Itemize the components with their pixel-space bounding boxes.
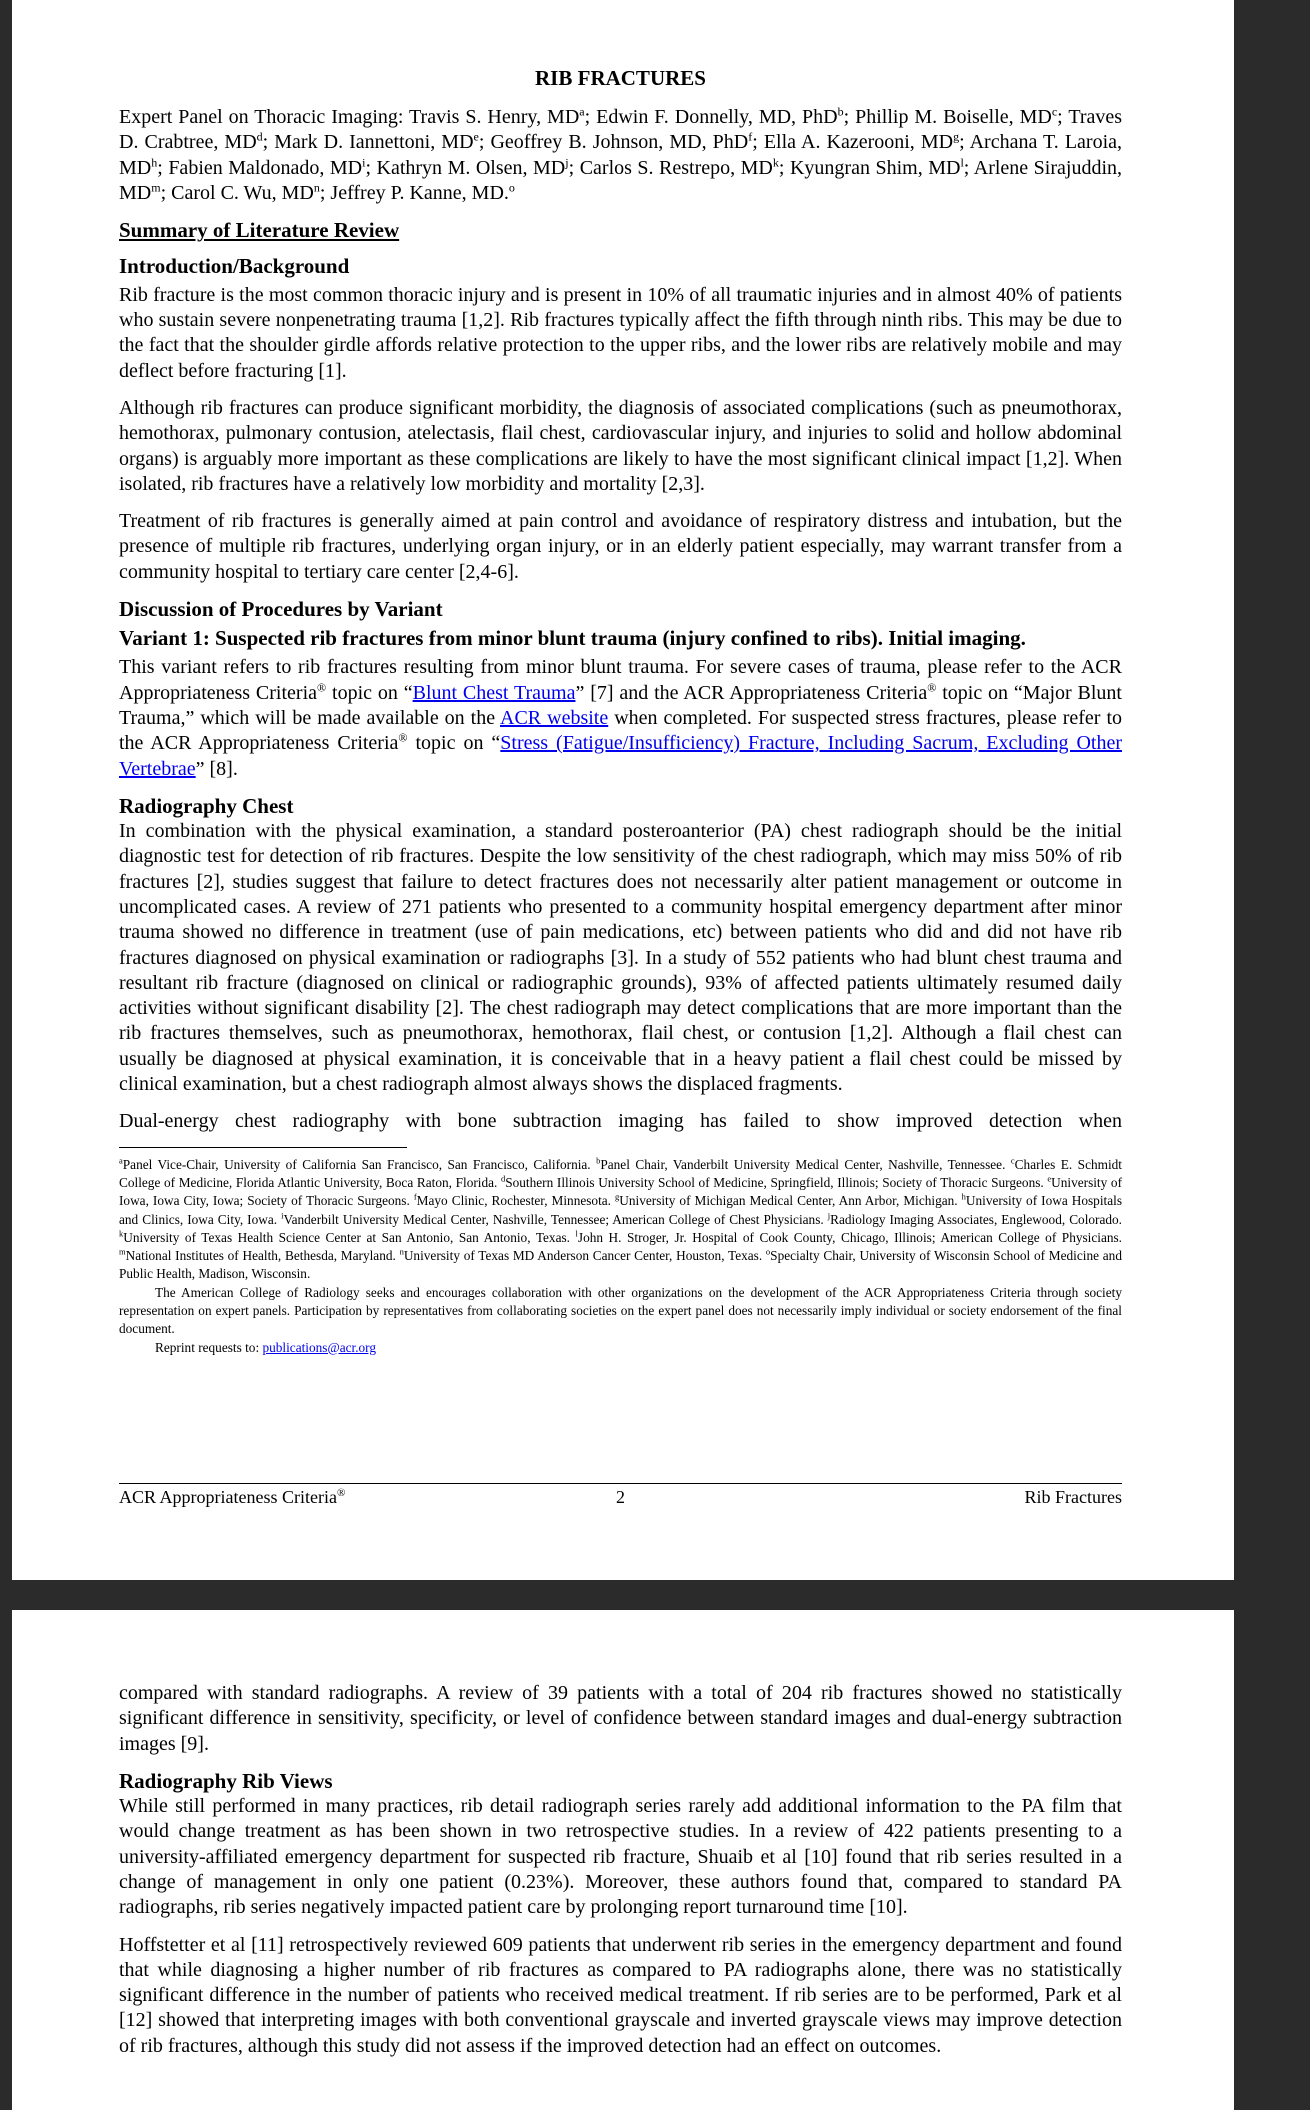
page-footer [119, 1483, 1122, 1508]
page2-paragraph-1: compared with standard radiographs. A review of 39 patients with a total of 204 rib fractures showed no statistically significant difference in sensitivity, specificity, or level of confidence between standard images and dual-energy subtraction images [9]. [119, 1682, 1122, 1755]
author-entry: Geoffrey B. Johnson, MD, PhD$^f$; [490, 129, 764, 154]
author-entry: Carol C. Wu, $MD^n$; [171, 180, 331, 205]
author-entry: Phillip M. Boiselle, $MD^c$; [855, 104, 1069, 129]
intro-paragraph-1: Rib fracture is the most common thoracic injury and is present in 10% of all traumatic injuries and in almost 40% of patients who sustain severe nonpenetrating trauma [1,2]. Rib fractures typically affect the fifth through ninth ribs. This may be due to the fact that the shoulder girdle affords relative protection to the upper ribs, and the lower ribs are relatively mobile and may deflect before fracturing [1]. [119, 283, 1122, 382]
document-title: RIB FRACTURES [535, 66, 706, 90]
page2-paragraph-3: Hoffstetter et al [11] retrospectively reviewed 609 patients that underwent rib series in the emergency department and found that while diagnosing a higher number of rib fractures as compared to PA radiographs alone, there was no statistically significant difference in the number of patients who received medical treatment. If rib series are to be performed, Park et al [12] showed that interpreting images with both conventional grayscale and inverted grayscale views may improve detection of rib fractures, although this study did not assess if the improved detection had an effect on outcomes. [119, 1933, 1122, 2057]
document-page-2 [12, 1610, 1234, 2110]
intro-paragraph-2: Although rib fractures can produce significant morbidity, the diagnosis of associated complications (such as pneumothorax, hemothorax, pulmonary contusion, atelectasis, flail chest, cardiovascular injury, and injuries to solid and hollow abdominal organs) is arguably more important as these complications are likely to have the most significant clinical impact [1,2]. When isolated, rib fractures have a relatively low morbidity and mortality [2,3]. [119, 396, 1122, 495]
page-number: 2 [616, 1487, 625, 1507]
reprint-request: Reprint requests to: publications@acr.org [155, 1339, 377, 1355]
discussion-heading: Discussion of Procedures by Variant [119, 597, 443, 622]
author-entry: Traves D. Crabtree, $MD^d$; [119, 106, 1123, 154]
author-entry: Edwin F. Donnelly, MD, PhD$^b$; [596, 104, 856, 129]
acr-website-link[interactable]: ACR website [500, 706, 609, 729]
document-page-1 [12, 0, 1234, 1580]
intro-paragraph-3: Treatment of rib fractures is generally aimed at pain control and avoidance of respiratory distress and intubation, but the presence of multiple rib fractures, underlying organ injury, or in an elderly patient especially, may warrant transfer from a community hospital to tertiary care center [2,4-6]. [119, 510, 1122, 583]
footer-right: Rib Fractures [1024, 1487, 1122, 1507]
stress-fracture-link[interactable]: Stress (Fatigue/Insufficiency) Fracture, Including Sacrum, Excluding Other Vertebrae [119, 732, 1122, 780]
author-entry: Kyungran Shim, $MD^l$; [789, 155, 974, 179]
summary-heading: Summary of Literature Review [119, 218, 400, 243]
intro-heading: Introduction/Background [119, 253, 350, 278]
footnote-divider [119, 1147, 407, 1148]
author-entry: Kathryn M. Olsen, $MD^j$; [376, 155, 580, 179]
author-entry: Carlos S. Restrepo, $MD^k$; [579, 155, 790, 179]
radiography-rib-views-heading: Radiography Rib Views [119, 1768, 333, 1793]
author-entry: Archana T. Laroia, $MD^h$; [119, 131, 1123, 179]
author-entry: Mark D. Iannettoni, MDe; [274, 129, 491, 154]
variant-1-heading: Variant 1: Suspected rib fractures from minor blunt trauma (injury confined to ribs). Initial imaging. [119, 626, 1026, 651]
author-entry: Fabien Maldonado, $MD^i$; [168, 155, 377, 179]
variant-1-paragraph: This variant refers to rib fractures resulting from minor blunt trauma. For severe cases of trauma, please refer to the ACR Appropriateness Criteria® topic on “Blunt Chest Trauma” [7] and the ACR Appropriateness Criteria® topic on “Major Blunt Trauma,” which will be made available on the ACR website when completed. For suspected stress fractures, please refer to the ACR Appropriateness Criteria® topic on “Stress (Fatigue/Insufficiency) Fracture, Including Sacrum, Excluding Other Vertebrae” [8]. [119, 656, 1123, 780]
radiography-chest-paragraph-1: In combination with the physical examination, a standard posteroanterior (PA) chest radiograph should be the initial diagnostic test for detection of rib fractures. Despite the low sensitivity of the chest radiograph, which may miss 50% of rib fractures [2], studies suggest that failure to detect fractures does not necessarily alter patient management or outcome in uncomplicated cases. A review of 271 patients who presented to a community hospital emergency department after minor trauma showed no difference in treatment (use of pain medications, etc) between patients who did and did not have rib fractures diagnosed on physical examination or radiographs [3]. In a study of 552 patients who had blunt chest trauma and resultant rib fracture (diagnosed on clinical or radiographic grounds), 93% of affected patients ultimately resumed daily activities without significant disability [2]. The chest radiograph may detect complications that are more important than the rib fractures themselves, such as pneumothorax, hemothorax, flail chest, or contusion [1,2]. Although a flail chest can usually be diagnosed at physical examination, it is conceivable that in a heavy patient a flail chest could be missed by clinical examination, but a chest radiograph almost always shows the displaced fragments. [119, 820, 1122, 1096]
radiography-chest-heading: Radiography Chest [119, 793, 294, 818]
radiography-chest-paragraph-2: Dual-energy chest radiography with bone subtraction imaging has failed to show improved detection when [119, 1110, 1122, 1133]
footnotes [119, 1156, 1122, 1357]
author-list [119, 105, 1122, 206]
page2-paragraph-2: While still performed in many practices, rib detail radiograph series rarely add additional information to the PA film that would change treatment as has been shown in two retrospective studies. In a review of 422 patients presenting to a university-affiliated emergency department for suspected rib fracture, Shuaib et al [10] found that rib series resulted in a change of management in only one patient (0.23%). Moreover, these authors found that, compared to standard PA radiographs, rib series negatively impacted patient care by prolonging report turnaround time [10]. [119, 1795, 1122, 1919]
author-entry: Arlene Sirajuddin, $MD^m$; [119, 156, 1123, 205]
collaboration-note: The American College of Radiology seeks and encourages collaboration with other organizations on the development of the ACR Appropriateness Criteria through society representation on expert panels. Participation by representatives from collaborating societies on the expert panel does not necessarily imply individual or society endorsement of the final document. [119, 1284, 1122, 1337]
blunt-chest-trauma-link[interactable]: Blunt Chest Trauma [412, 681, 576, 704]
footer-left: ACR Appropriateness Criteria® [119, 1487, 346, 1507]
author-entry: Ella A. Kazerooni, $MD^g$; [763, 129, 970, 154]
author-entry: Jeffrey P. Kanne, MD.$^o$ [330, 180, 515, 205]
publications-email-link[interactable]: publications@acr.org [262, 1339, 377, 1355]
author-entry: Expert Panel on Thoracic Imaging: Travis S. Henry, $MD^a$; [119, 104, 597, 129]
affiliations-footnote: $^a$Panel Vice-Chair, University of California San Francisco, San Francisco, California. $^b$Panel Chair, Vanderbilt University Medical Center, Nashville, Tennessee. $^c$Charles E. Schmidt College of Medicine, Florida Atlantic University, Boca Raton, Florida. $^d$Southern Illinois University School of Medicine, Springfield, Illinois; Society of Thoracic Surgeons. $^e$University of Iowa, Iowa City, Iowa; Society of Thoracic Surgeons. $^f$Mayo Clinic, Rochester, Minnesota. $^g$University of Michigan Medical Center, Ann Arbor, Michigan. $^h$University of Iowa Hospitals and Clinics, Iowa City, Iowa. $^i$Vanderbilt University Medical Center, Nashville, Tennessee; American College of Chest Physicians. $^j$Radiology Imaging Associates, Englewood, Colorado. $^k$University of Texas Health Science Center at San Antonio, San Antonio, Texas. $^l$John H. Stroger, Jr. Hospital of Cook County, Chicago, Illinois; American College of Physicians. $^m$National Institutes of Health, Bethesda, Maryland. $^n$University of Texas MD Anderson Cancer Center, Houston, Texas. $^o$Specialty Chair, University of Wisconsin School of Medicine and Public Health, Madison, Wisconsin. [119, 1155, 1123, 1282]
